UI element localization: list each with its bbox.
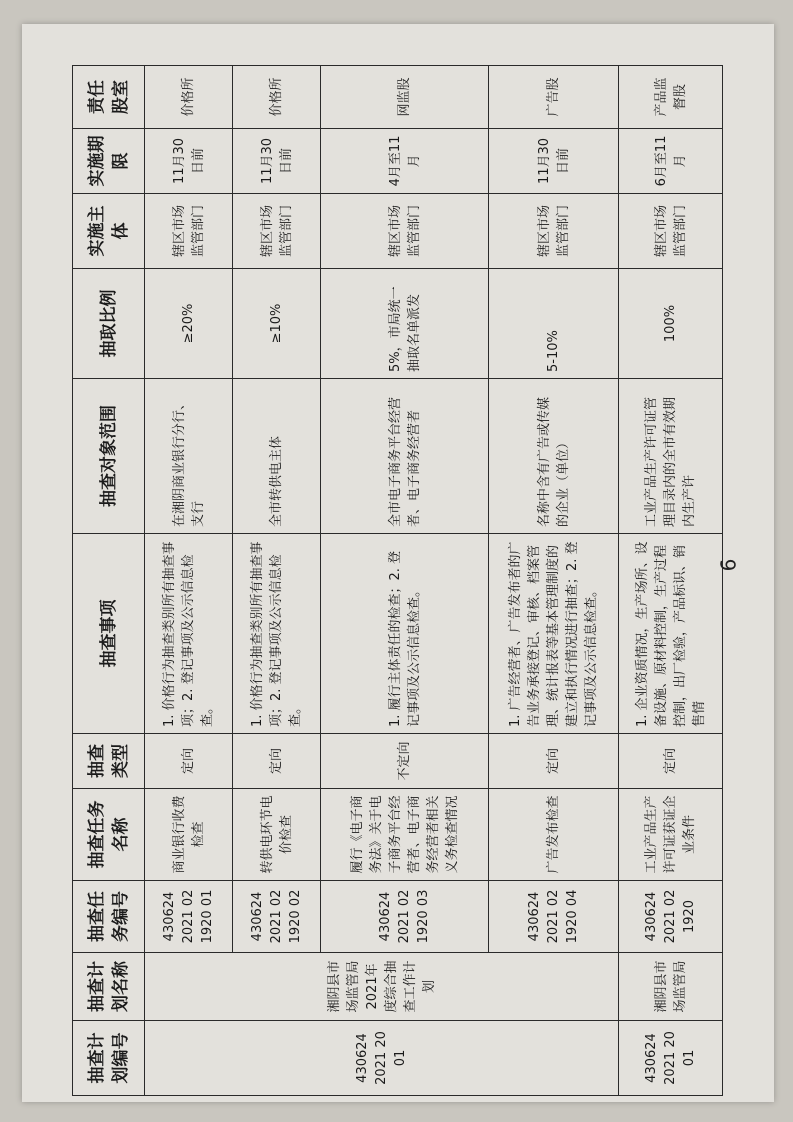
header-scope: 抽查对象范围	[73, 379, 145, 534]
scope-cell: 全市转供电主体	[233, 379, 321, 534]
office-cell: 网监股	[321, 66, 489, 129]
type-cell: 定向	[233, 734, 321, 789]
scope-cell: 全市电子商务平台经营者、电子商务经营者	[321, 379, 489, 534]
period-cell: 11月30日前	[489, 129, 619, 194]
task-name-cell: 工业产品生产许可证获证企业条件	[619, 789, 723, 881]
subject-cell: 辖区市场监管部门	[489, 194, 619, 269]
office-cell: 广告股	[489, 66, 619, 129]
plan-name-cell: 湘阴县市场监管局	[619, 953, 723, 1021]
office-cell: 产品监督股	[619, 66, 723, 129]
table-row	[145, 66, 233, 1096]
task-name-cell: 广告发布检查	[489, 789, 619, 881]
period-cell: 4月至11月	[321, 129, 489, 194]
rotated-table-area	[72, 66, 722, 1096]
task-no-cell: 430624 2021 021920 03	[321, 881, 489, 953]
items-cell: 1. 价格行为抽查类别所有抽查事项；2. 登记事项及公示信息检查。	[145, 534, 233, 734]
plan-no-cell: 430624 2021 2001	[619, 1021, 723, 1096]
table-row	[321, 66, 489, 1096]
type-cell: 不定向	[321, 734, 489, 789]
task-no-cell: 430624 2021 021920 02	[233, 881, 321, 953]
plan-no-cell: 430624 2021 2001	[145, 1021, 619, 1096]
task-no-cell: 430624 2021 021920 04	[489, 881, 619, 953]
office-cell: 价格所	[233, 66, 321, 129]
type-cell: 定向	[489, 734, 619, 789]
header-plan-name: 抽查计划名称	[73, 953, 145, 1021]
ratio-cell: 5-10%	[489, 269, 619, 379]
table-row	[489, 66, 619, 1096]
task-no-cell: 430624 2021 021920	[619, 881, 723, 953]
scope-cell: 在湘阴商业银行分行、支行	[145, 379, 233, 534]
header-period: 实施期限	[73, 129, 145, 194]
page-number: 6	[716, 558, 741, 572]
table-row	[619, 66, 723, 1096]
header-office: 责任股室	[73, 66, 145, 129]
header-plan-no: 抽查计划编号	[73, 1021, 145, 1096]
items-cell: 1. 履行主体责任的检查；2. 登记事项及公示信息检查。	[321, 534, 489, 734]
period-cell: 6月至11月	[619, 129, 723, 194]
subject-cell: 辖区市场监管部门	[145, 194, 233, 269]
period-cell: 11月30日前	[233, 129, 321, 194]
plan-name-cell: 湘阴县市场监管局2021年度综合抽查工作计划	[145, 953, 619, 1021]
scope-cell: 工业产品生产许可证管理目录内的全市有效期内生产许	[619, 379, 723, 534]
subject-cell: 辖区市场监管部门	[619, 194, 723, 269]
ratio-cell: 100%	[619, 269, 723, 379]
ratio-cell: ≥10%	[233, 269, 321, 379]
header-type: 抽查类型	[73, 734, 145, 789]
header-ratio: 抽取比例	[73, 269, 145, 379]
items-cell: 1. 价格行为抽查类别所有抽查事项；2. 登记事项及公示信息检查。	[233, 534, 321, 734]
ratio-cell: 5%，市局统一抽取名单派发	[321, 269, 489, 379]
items-cell: 1. 广告经营者、广告发布者的广告业务承接登记、审核、档案管理、统计报表等基本管理制度的建立和执行情况进行抽查；2. 登记事项及公示信息检查。	[489, 534, 619, 734]
task-no-cell: 430624 2021 021920 01	[145, 881, 233, 953]
table-row	[233, 66, 321, 1096]
header-row	[73, 66, 145, 1096]
type-cell: 定向	[145, 734, 233, 789]
header-items: 抽查事项	[73, 534, 145, 734]
type-cell: 定向	[619, 734, 723, 789]
task-name-cell: 商业银行收费检查	[145, 789, 233, 881]
header-task-no: 抽查任务编号	[73, 881, 145, 953]
task-name-cell: 转供电环节电价检查	[233, 789, 321, 881]
ratio-cell: ≥20%	[145, 269, 233, 379]
task-name-cell: 履行《电子商务法》关于电子商务平台经营者、电子商务经营者相关义务检查情况	[321, 789, 489, 881]
header-task-name: 抽查任务名称	[73, 789, 145, 881]
subject-cell: 辖区市场监管部门	[321, 194, 489, 269]
inspection-plan-table	[72, 65, 723, 1096]
scope-cell: 名称中含有广告或传媒的企业（单位）	[489, 379, 619, 534]
items-cell: 1. 企业资质情况，生产场所、设备设施、原材料控制，生产过程控制，出厂检验，产品标识、销售情	[619, 534, 723, 734]
period-cell: 11月30日前	[145, 129, 233, 194]
office-cell: 价格所	[145, 66, 233, 129]
header-subject: 实施主体	[73, 194, 145, 269]
subject-cell: 辖区市场监管部门	[233, 194, 321, 269]
